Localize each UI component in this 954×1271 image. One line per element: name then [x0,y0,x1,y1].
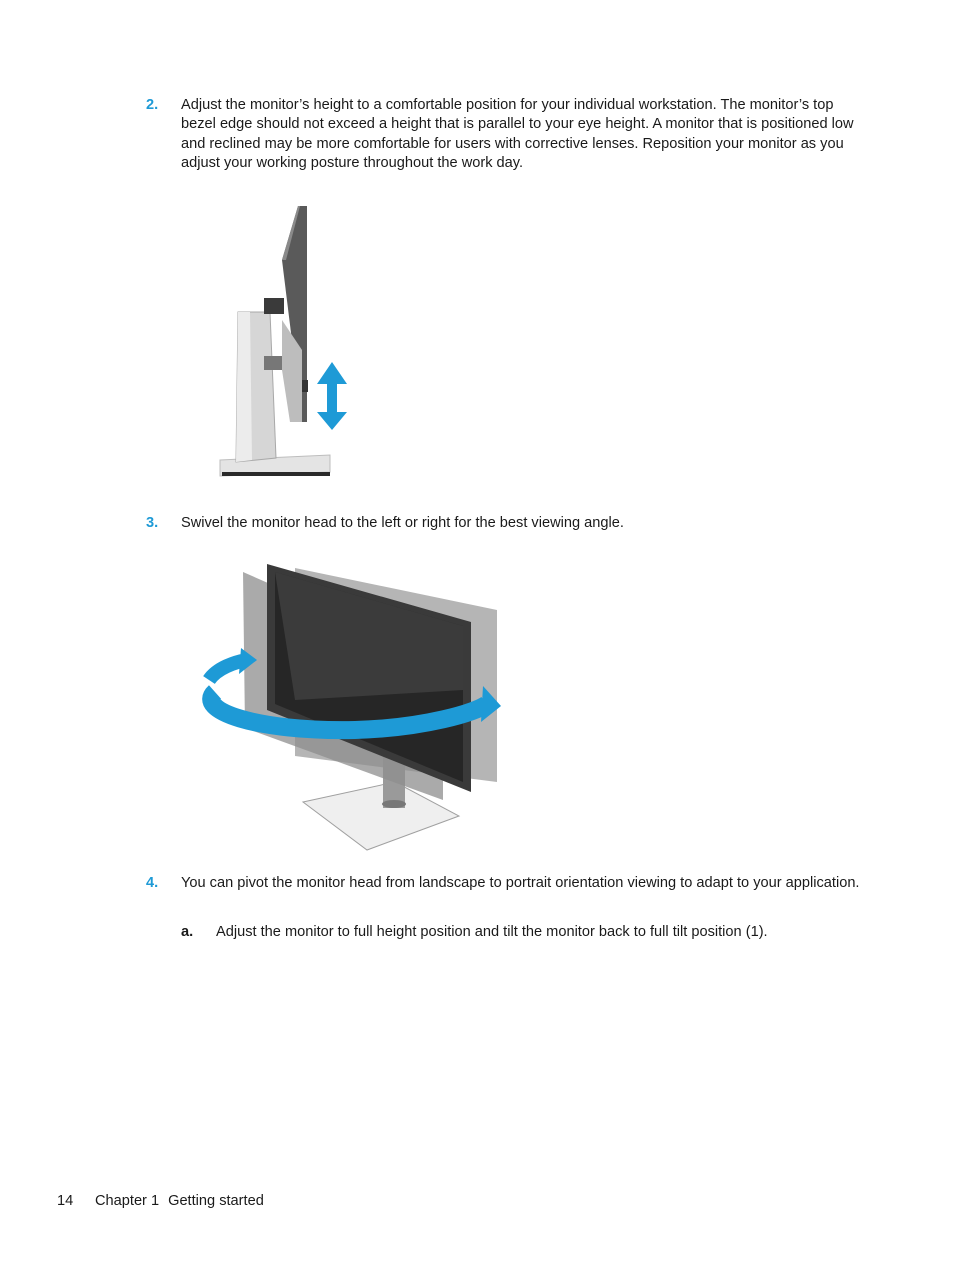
step-text: Adjust the monitor’s height to a comfortable position for your individual workstation. The monitor’s top bezel edge should not exceed a height that is parallel to your eye height. A monitor that is positioned low and reclined may be more comfortable for users with corrective lenses. Reposition your monitor as you adjust your working posture throughout the work day. [181,97,854,172]
step-4 [146,874,866,893]
step-number: 3. [146,515,159,531]
step-text: Swivel the monitor head to the left or right for the best viewing angle. [181,515,624,531]
monitor-base-edge [222,472,330,476]
step-number: 2. [146,97,159,113]
substep-letter: a. [181,924,194,940]
height-adjust-figure [210,200,360,482]
hinge [264,298,284,314]
chapter-title: Getting started [168,1193,264,1209]
swivel-figure [195,560,515,852]
page-number: 14 [57,1193,74,1209]
substep-text: Adjust the monitor to full height position and tilt the monitor back to full tilt position (1). [216,924,768,940]
step-text: You can pivot the monitor head from landscape to portrait orientation viewing to adapt to your application. [181,875,860,891]
step-number: 4. [146,875,159,891]
chapter-number: Chapter 1 [95,1193,160,1209]
step-3 [146,514,866,533]
up-down-arrow-icon [317,362,347,430]
step-2 [146,96,866,174]
substep-a [181,923,861,942]
page-footer [57,1193,264,1209]
